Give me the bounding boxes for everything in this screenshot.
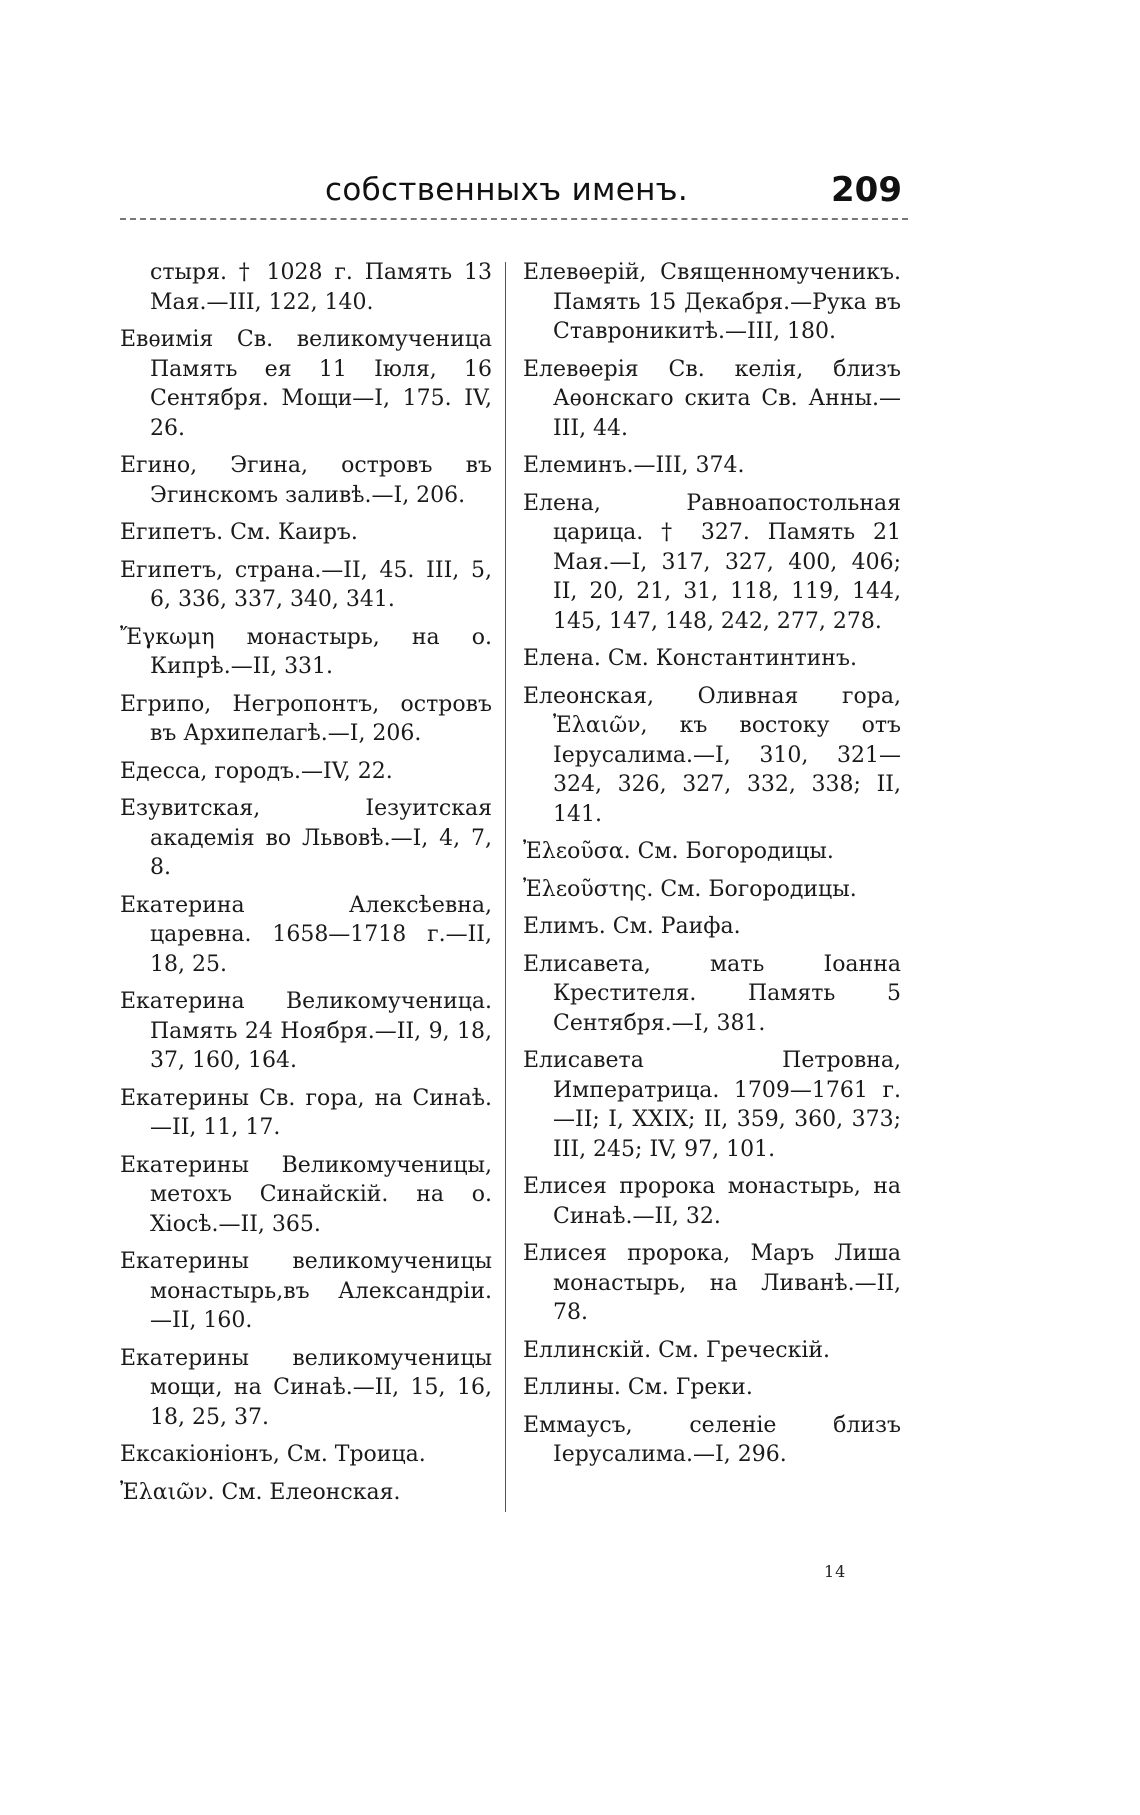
- running-title: собственныхъ именъ.: [325, 172, 689, 208]
- index-column-right: [523, 258, 901, 1478]
- index-entry: Езувитская, Іезуитская академія во Львовѣ.—I, 4, 7, 8.: [120, 796, 492, 880]
- index-entry: Еммаусъ, селеніе близъ Іерусалима.—I, 296.: [523, 1412, 901, 1467]
- index-entry: Египетъ. См. Каиръ.: [120, 520, 358, 545]
- index-entry: Елена, Равноапостольная царица. † 327. Память 21 Мая.—I, 317, 327, 400, 406; II, 20, 21, 31, 118, 119, 144, 145, 147, 148, 242, 277, 278.: [523, 490, 901, 634]
- index-entry: Елимъ. См. Раифа.: [523, 914, 741, 939]
- index-entry: Ἔγκωμη монастырь, на о. Кипрѣ.—II, 331.: [120, 624, 492, 679]
- index-column-left: [120, 258, 492, 1515]
- index-entry: Едесса, городъ.—IV, 22.: [120, 758, 393, 784]
- index-entry: Ἐλαιῶν. См. Елеонская.: [120, 1479, 401, 1505]
- index-entry: Ексакіоніонъ, См. Троица.: [120, 1442, 426, 1467]
- index-entry: Еллины. См. Греки.: [523, 1375, 753, 1400]
- index-entry: Екатерина Великомученица. Память 24 Ноября.—II, 9, 18, 37, 160, 164.: [120, 989, 492, 1073]
- index-entry: Елевѳерія Св. келія, близъ Аѳонскаго скита Св. Анны.—III, 44.: [523, 356, 901, 441]
- index-entry: Екатерины великомученицы мощи, на Синаѣ.—II, 15, 16, 18, 25, 37.: [120, 1345, 492, 1430]
- index-entry: Елисея пророка, Маръ Лиша монастырь, на Ливанѣ.—II, 78.: [523, 1241, 901, 1325]
- index-entry: Екатерины Св. гора, на Синаѣ.—II, 11, 17.: [120, 1085, 492, 1140]
- index-entry: Екатерины великомученицы монастырь,въ Александріи.—II, 160.: [120, 1249, 492, 1333]
- index-entry: Ἐλεοῦστης. См. Богородицы.: [523, 876, 857, 902]
- header-rule: [120, 218, 908, 220]
- index-entry: Евѳимія Св. великомученица Память ея 11 Іюля, 16 Сентября. Мощи—I, 175. IV, 26.: [120, 327, 492, 441]
- index-entry: Елеминъ.—III, 374.: [523, 453, 745, 478]
- index-entry: Елисея пророка монастырь, на Синаѣ.—II, 32.: [523, 1174, 901, 1229]
- page-number: 209: [831, 170, 902, 210]
- index-entry: Елисавета, мать Іоанна Крестителя. Память 5 Сентября.—I, 381.: [523, 951, 901, 1036]
- signature-mark: 14: [824, 1562, 847, 1581]
- index-entry: Еллинскій. См. Греческій.: [523, 1337, 831, 1363]
- index-entry: стыря. † 1028 г. Память 13 Мая.—III, 122, 140.: [150, 260, 492, 315]
- index-entry: Елена. См. Константинтинъ.: [523, 646, 857, 671]
- index-entry: Елисавета Петровна, Императрица. 1709—1761 г.—II; I, XXIX; II, 359, 360, 373; III, 245; IV, 97, 101.: [523, 1048, 901, 1162]
- index-entry: Егино, Эгина, островъ въ Эгинскомъ заливѣ.—I, 206.: [120, 453, 492, 508]
- index-entry: Ἐλεοῦσα. См. Богородицы.: [523, 839, 834, 864]
- index-entry: Египетъ, страна.—II, 45. III, 5, 6, 336, 337, 340, 341.: [120, 557, 492, 612]
- index-entry: Елевѳерій, Священномученикъ. Память 15 Декабря.—Рука въ Ставроникитѣ.—III, 180.: [523, 260, 901, 344]
- index-entry: Екатерина Алексѣевна, царевна. 1658—1718 г.—II, 18, 25.: [120, 892, 492, 977]
- index-entry: Егрипо, Негропонтъ, островъ въ Архипелагѣ.—I, 206.: [120, 691, 492, 746]
- column-divider: [505, 262, 506, 1512]
- index-entry: Елеонская, Оливная гора, Ἐλαιῶν, къ востоку отъ Іерусалима.—I, 310, 321—324, 326, 327, 332, 338; II, 141.: [523, 683, 901, 827]
- index-entry: Екатерины Великомученицы, метохъ Синайскій. на о. Хіосѣ.—II, 365.: [120, 1152, 492, 1237]
- page-header: [120, 172, 910, 212]
